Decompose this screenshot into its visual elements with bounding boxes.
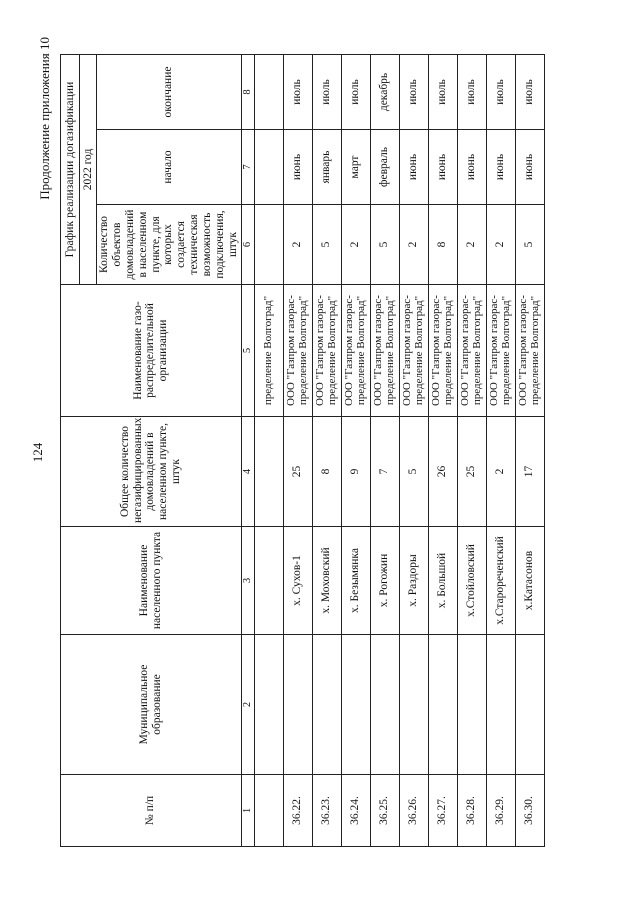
header-municipality: Муниципальное образование bbox=[61, 635, 242, 775]
org-line-2: пределение Волгоград" bbox=[470, 295, 483, 406]
municipality-cell bbox=[399, 635, 428, 775]
municipality-cell bbox=[457, 635, 486, 775]
village-cell: х. Сухов-1 bbox=[283, 527, 312, 635]
column-number: 7 bbox=[241, 130, 254, 205]
municipality-cell bbox=[428, 635, 457, 775]
org-line-2: пределение Волгоград" bbox=[412, 295, 425, 406]
total-cell: 8 bbox=[312, 417, 341, 527]
header-row-1 bbox=[61, 54, 80, 846]
end-cell: июль bbox=[457, 54, 486, 129]
row-number: 36.24. bbox=[341, 775, 370, 847]
table-body bbox=[241, 54, 544, 846]
row-number: 36.29. bbox=[486, 775, 515, 847]
total-cell: 5 bbox=[399, 417, 428, 527]
org-cell bbox=[457, 285, 486, 417]
objects-cell: 2 bbox=[457, 205, 486, 285]
objects-cell: 5 bbox=[370, 205, 399, 285]
org-line-2: пределение Волгоград" bbox=[528, 295, 541, 406]
org-line-1: ООО "Газпром газорас- bbox=[372, 295, 385, 406]
row-number: 36.25. bbox=[370, 775, 399, 847]
start-cell: июнь bbox=[457, 130, 486, 205]
org-cell bbox=[283, 285, 312, 417]
page-number: 124 bbox=[30, 442, 45, 463]
start-cell: февраль bbox=[370, 130, 399, 205]
header-total: Общее количество негазифицированных домовладений в населенном пункте, штук bbox=[61, 417, 242, 527]
org-cell bbox=[341, 285, 370, 417]
end-cell: июль bbox=[312, 54, 341, 129]
org-line-1: ООО "Газпром газорас- bbox=[517, 295, 530, 406]
column-number: 3 bbox=[241, 527, 254, 635]
municipality-cell bbox=[486, 635, 515, 775]
table-row bbox=[515, 54, 544, 846]
objects-cell: 8 bbox=[428, 205, 457, 285]
objects-cell: 2 bbox=[283, 205, 312, 285]
start-cell: январь bbox=[312, 130, 341, 205]
header-year: 2022 год bbox=[80, 54, 97, 284]
column-number: 5 bbox=[241, 285, 254, 417]
org-line-2: пределение Волгоград" bbox=[499, 295, 512, 406]
total-cell: 9 bbox=[341, 417, 370, 527]
org-line-1: ООО "Газпром газорас- bbox=[488, 295, 501, 406]
objects-cell: 2 bbox=[486, 205, 515, 285]
column-number: 1 bbox=[241, 775, 254, 847]
header-org: Наименование газо-распределительной организации bbox=[61, 285, 242, 417]
org-line-2: пределение Волгоград" bbox=[296, 295, 309, 406]
degasification-table bbox=[60, 54, 545, 847]
municipality-cell bbox=[312, 635, 341, 775]
end-cell: июль bbox=[399, 54, 428, 129]
row-number: 36.23. bbox=[312, 775, 341, 847]
end-cell: июль bbox=[341, 54, 370, 129]
header-objects: Количество объектов домовладений в населенном пункте, для которых создается техническая возможность подключения, штук bbox=[97, 205, 242, 285]
column-number: 8 bbox=[241, 54, 254, 129]
header-end: окончание bbox=[97, 54, 242, 129]
municipality-cell bbox=[515, 635, 544, 775]
total-cell: 7 bbox=[370, 417, 399, 527]
objects-cell: 5 bbox=[515, 205, 544, 285]
org-line-2: пределение Волгоград" bbox=[354, 295, 367, 406]
village-cell: х.Катасонов bbox=[515, 527, 544, 635]
village-cell: х.Стойловский bbox=[457, 527, 486, 635]
table-row bbox=[399, 54, 428, 846]
row-number: 36.26. bbox=[399, 775, 428, 847]
org-line-1: ООО "Газпром газорас- bbox=[430, 295, 443, 406]
end-cell: июль bbox=[486, 54, 515, 129]
municipality-cell bbox=[283, 635, 312, 775]
total-cell: 25 bbox=[283, 417, 312, 527]
org-carryover-line: пределение Волгоград" bbox=[254, 285, 283, 417]
end-cell: июль bbox=[428, 54, 457, 129]
org-cell bbox=[399, 285, 428, 417]
objects-cell: 2 bbox=[341, 205, 370, 285]
start-cell: июнь bbox=[283, 130, 312, 205]
village-cell: х. Безымянка bbox=[341, 527, 370, 635]
table-row bbox=[370, 54, 399, 846]
start-cell: июнь bbox=[515, 130, 544, 205]
table-row bbox=[283, 54, 312, 846]
row-number: 36.22. bbox=[283, 775, 312, 847]
table-row bbox=[254, 54, 283, 846]
table-row bbox=[312, 54, 341, 846]
total-cell: 26 bbox=[428, 417, 457, 527]
header-village: Наименование населенного пункта bbox=[61, 527, 242, 635]
row-number: 36.27. bbox=[428, 775, 457, 847]
table-row bbox=[457, 54, 486, 846]
objects-cell: 5 bbox=[312, 205, 341, 285]
column-number: 6 bbox=[241, 205, 254, 285]
org-cell bbox=[515, 285, 544, 417]
org-line-1: ООО "Газпром газорас- bbox=[285, 295, 298, 406]
total-cell: 2 bbox=[486, 417, 515, 527]
village-cell: х.Старореченский bbox=[486, 527, 515, 635]
column-number: 2 bbox=[241, 635, 254, 775]
village-cell: х. Моховский bbox=[312, 527, 341, 635]
start-cell: июнь bbox=[399, 130, 428, 205]
table-row bbox=[428, 54, 457, 846]
org-line-2: пределение Волгоград" bbox=[441, 295, 454, 406]
org-line-1: ООО "Газпром газорас- bbox=[401, 295, 414, 406]
org-line-2: пределение Волгоград" bbox=[325, 295, 338, 406]
column-number-row bbox=[241, 54, 254, 846]
total-cell: 17 bbox=[515, 417, 544, 527]
objects-cell: 2 bbox=[399, 205, 428, 285]
org-cell bbox=[486, 285, 515, 417]
end-cell: декабрь bbox=[370, 54, 399, 129]
municipality-cell bbox=[341, 635, 370, 775]
org-line-1: ООО "Газпром газорас- bbox=[459, 295, 472, 406]
start-cell: июнь bbox=[428, 130, 457, 205]
header-no: № п/п bbox=[61, 775, 242, 847]
org-line-1: ООО "Газпром газорас- bbox=[343, 295, 356, 406]
org-cell bbox=[312, 285, 341, 417]
org-cell bbox=[428, 285, 457, 417]
header-start: начало bbox=[97, 130, 242, 205]
table-row bbox=[341, 54, 370, 846]
table-row bbox=[486, 54, 515, 846]
org-cell bbox=[370, 285, 399, 417]
org-line-1: ООО "Газпром газорас- bbox=[314, 295, 327, 406]
start-cell: июнь bbox=[486, 130, 515, 205]
village-cell: х. Раздоры bbox=[399, 527, 428, 635]
continuation-label: Продолжение приложения 10 bbox=[37, 37, 52, 200]
end-cell: июль bbox=[283, 54, 312, 129]
start-cell: март bbox=[341, 130, 370, 205]
total-cell: 25 bbox=[457, 417, 486, 527]
header-schedule: График реализации догазификации bbox=[61, 54, 80, 284]
org-line-2: пределение Волгоград" bbox=[383, 295, 396, 406]
municipality-cell bbox=[370, 635, 399, 775]
village-cell: х. Рогожин bbox=[370, 527, 399, 635]
row-number: 36.28. bbox=[457, 775, 486, 847]
column-number: 4 bbox=[241, 417, 254, 527]
end-cell: июль bbox=[515, 54, 544, 129]
village-cell: х. Большой bbox=[428, 527, 457, 635]
row-number: 36.30. bbox=[515, 775, 544, 847]
